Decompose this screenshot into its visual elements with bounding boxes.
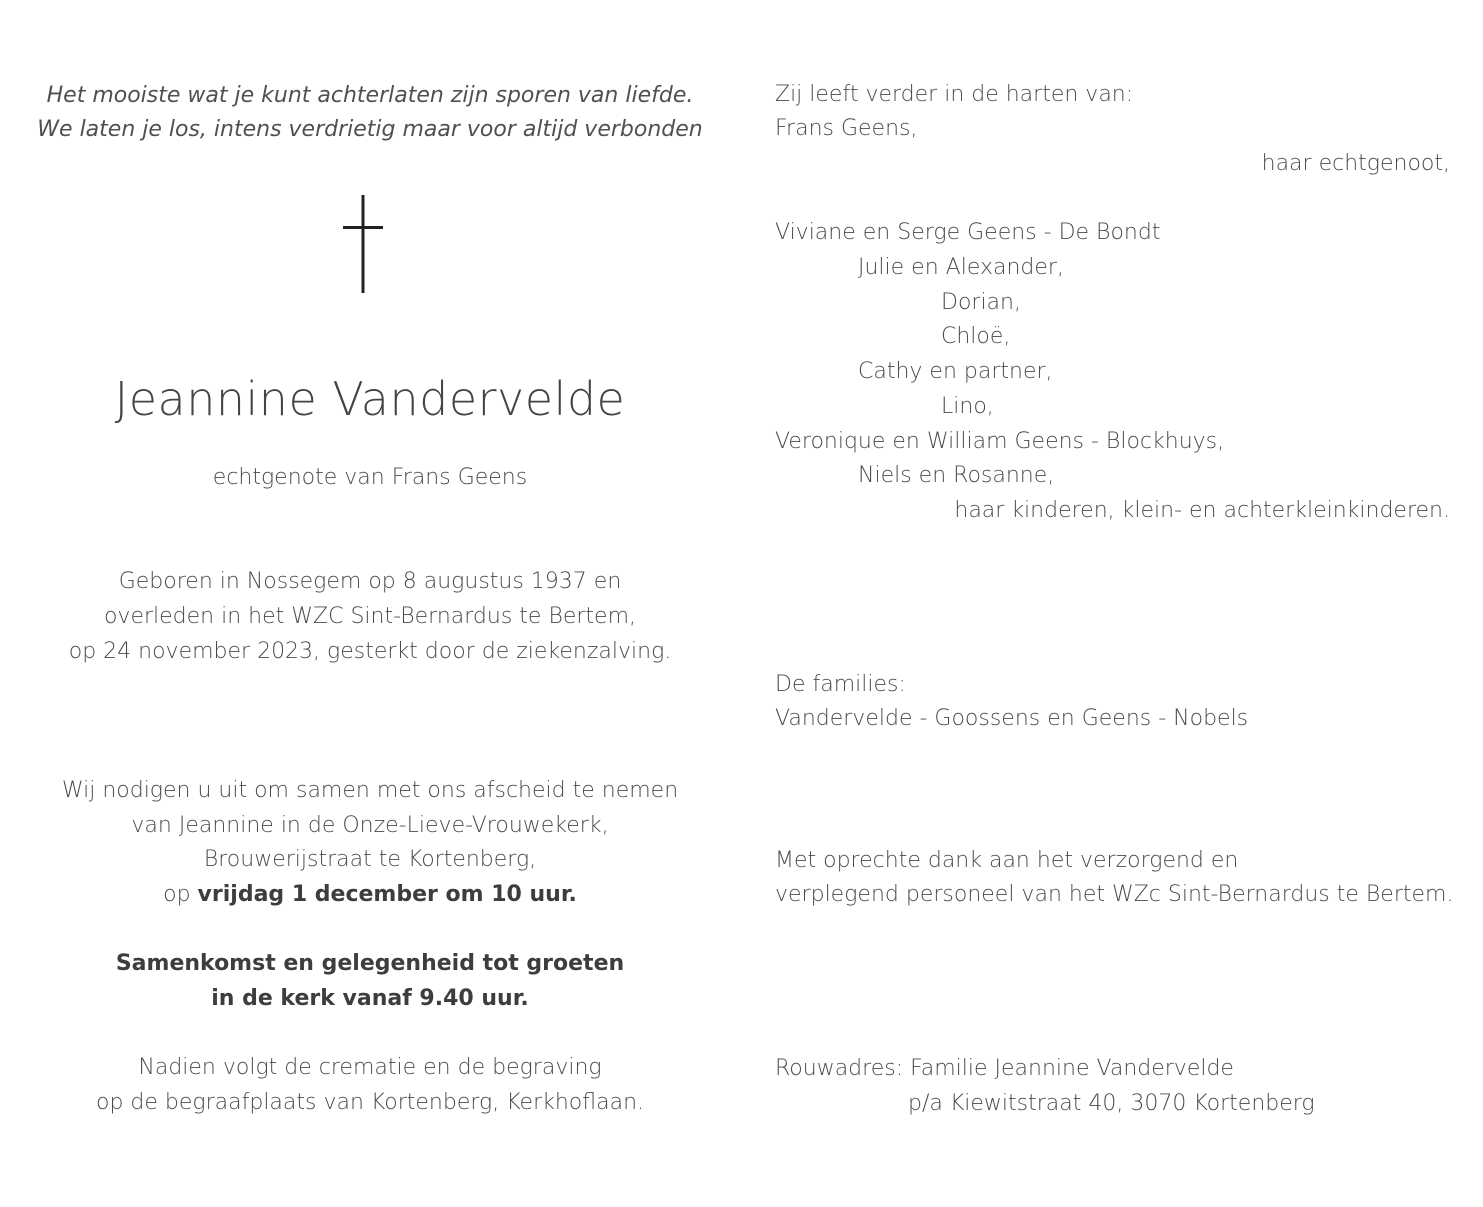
survivors-intro: Zij leeft verder in de harten van: xyxy=(775,82,1134,107)
thanks-line-1: Met oprechte dank aan het verzorgend en xyxy=(775,848,1239,873)
family-member: Lino, xyxy=(941,394,994,419)
deceased-name: Jeannine Vandervelde xyxy=(114,372,626,426)
burial-line-1: Nadien volgt de crematie en de begraving xyxy=(138,1055,602,1080)
family-member: Veronique en William Geens - Blockhuys, xyxy=(775,429,1225,454)
burial-line-2: op de begraafplaats van Kortenberg, Kerkhoflaan. xyxy=(95,1090,645,1115)
motto-line-1: Het mooiste wat je kunt achterlaten zijn sporen van liefde. xyxy=(46,83,694,108)
birth-line-2: overleden in het WZC Sint-Bernardus te Bertem, xyxy=(103,604,637,629)
family-member: Cathy en partner, xyxy=(858,359,1053,384)
family-member: Viviane en Serge Geens - De Bondt xyxy=(775,220,1161,245)
address-line-2: p/a Kiewitstraat 40, 3070 Kortenberg xyxy=(908,1091,1315,1116)
cross-icon xyxy=(343,195,383,293)
spouse-line: echtgenote van Frans Geens xyxy=(212,465,528,490)
invitation-date xyxy=(20,880,720,910)
gathering-line-1: Samenkomst en gelegenheid tot groeten xyxy=(115,951,625,976)
families-names: Vandervelde - Goossens en Geens - Nobels xyxy=(775,706,1249,731)
thanks-line-2: verplegend personeel van het WZc Sint-Bernardus te Bertem. xyxy=(775,882,1454,907)
invitation-line-3: Brouwerijstraat te Kortenberg, xyxy=(203,847,537,872)
invitation-line-1: Wij nodigen u uit om samen met ons afscheid te nemen xyxy=(61,778,679,803)
husband-role: haar echtgenoot, xyxy=(1261,151,1450,176)
family-role: haar kinderen, klein- en achterkleinkinderen. xyxy=(954,498,1450,523)
husband-name: Frans Geens, xyxy=(775,116,918,141)
invitation-line-2: van Jeannine in de Onze-Lieve-Vrouwekerk, xyxy=(131,813,609,838)
motto-line-2: We laten je los, intens verdrietig maar voor altijd verbonden xyxy=(37,117,703,142)
invitation-date-prefix: op xyxy=(163,882,191,907)
families-label: De families: xyxy=(775,672,906,697)
family-member: Dorian, xyxy=(941,290,1021,315)
address-line-1: Rouwadres: Familie Jeannine Vandervelde xyxy=(775,1056,1234,1081)
gathering-line-2: in de kerk vanaf 9.40 uur. xyxy=(211,986,529,1011)
invitation-date-bold: vrijdag 1 december om 10 uur. xyxy=(197,882,577,907)
family-member: Julie en Alexander, xyxy=(858,255,1064,280)
family-member: Niels en Rosanne, xyxy=(858,463,1055,488)
family-member: Chloë, xyxy=(941,324,1011,349)
birth-line-3: op 24 november 2023, gesterkt door de ziekenzalving. xyxy=(68,639,672,664)
birth-line-1: Geboren in Nossegem op 8 augustus 1937 en xyxy=(118,569,622,594)
